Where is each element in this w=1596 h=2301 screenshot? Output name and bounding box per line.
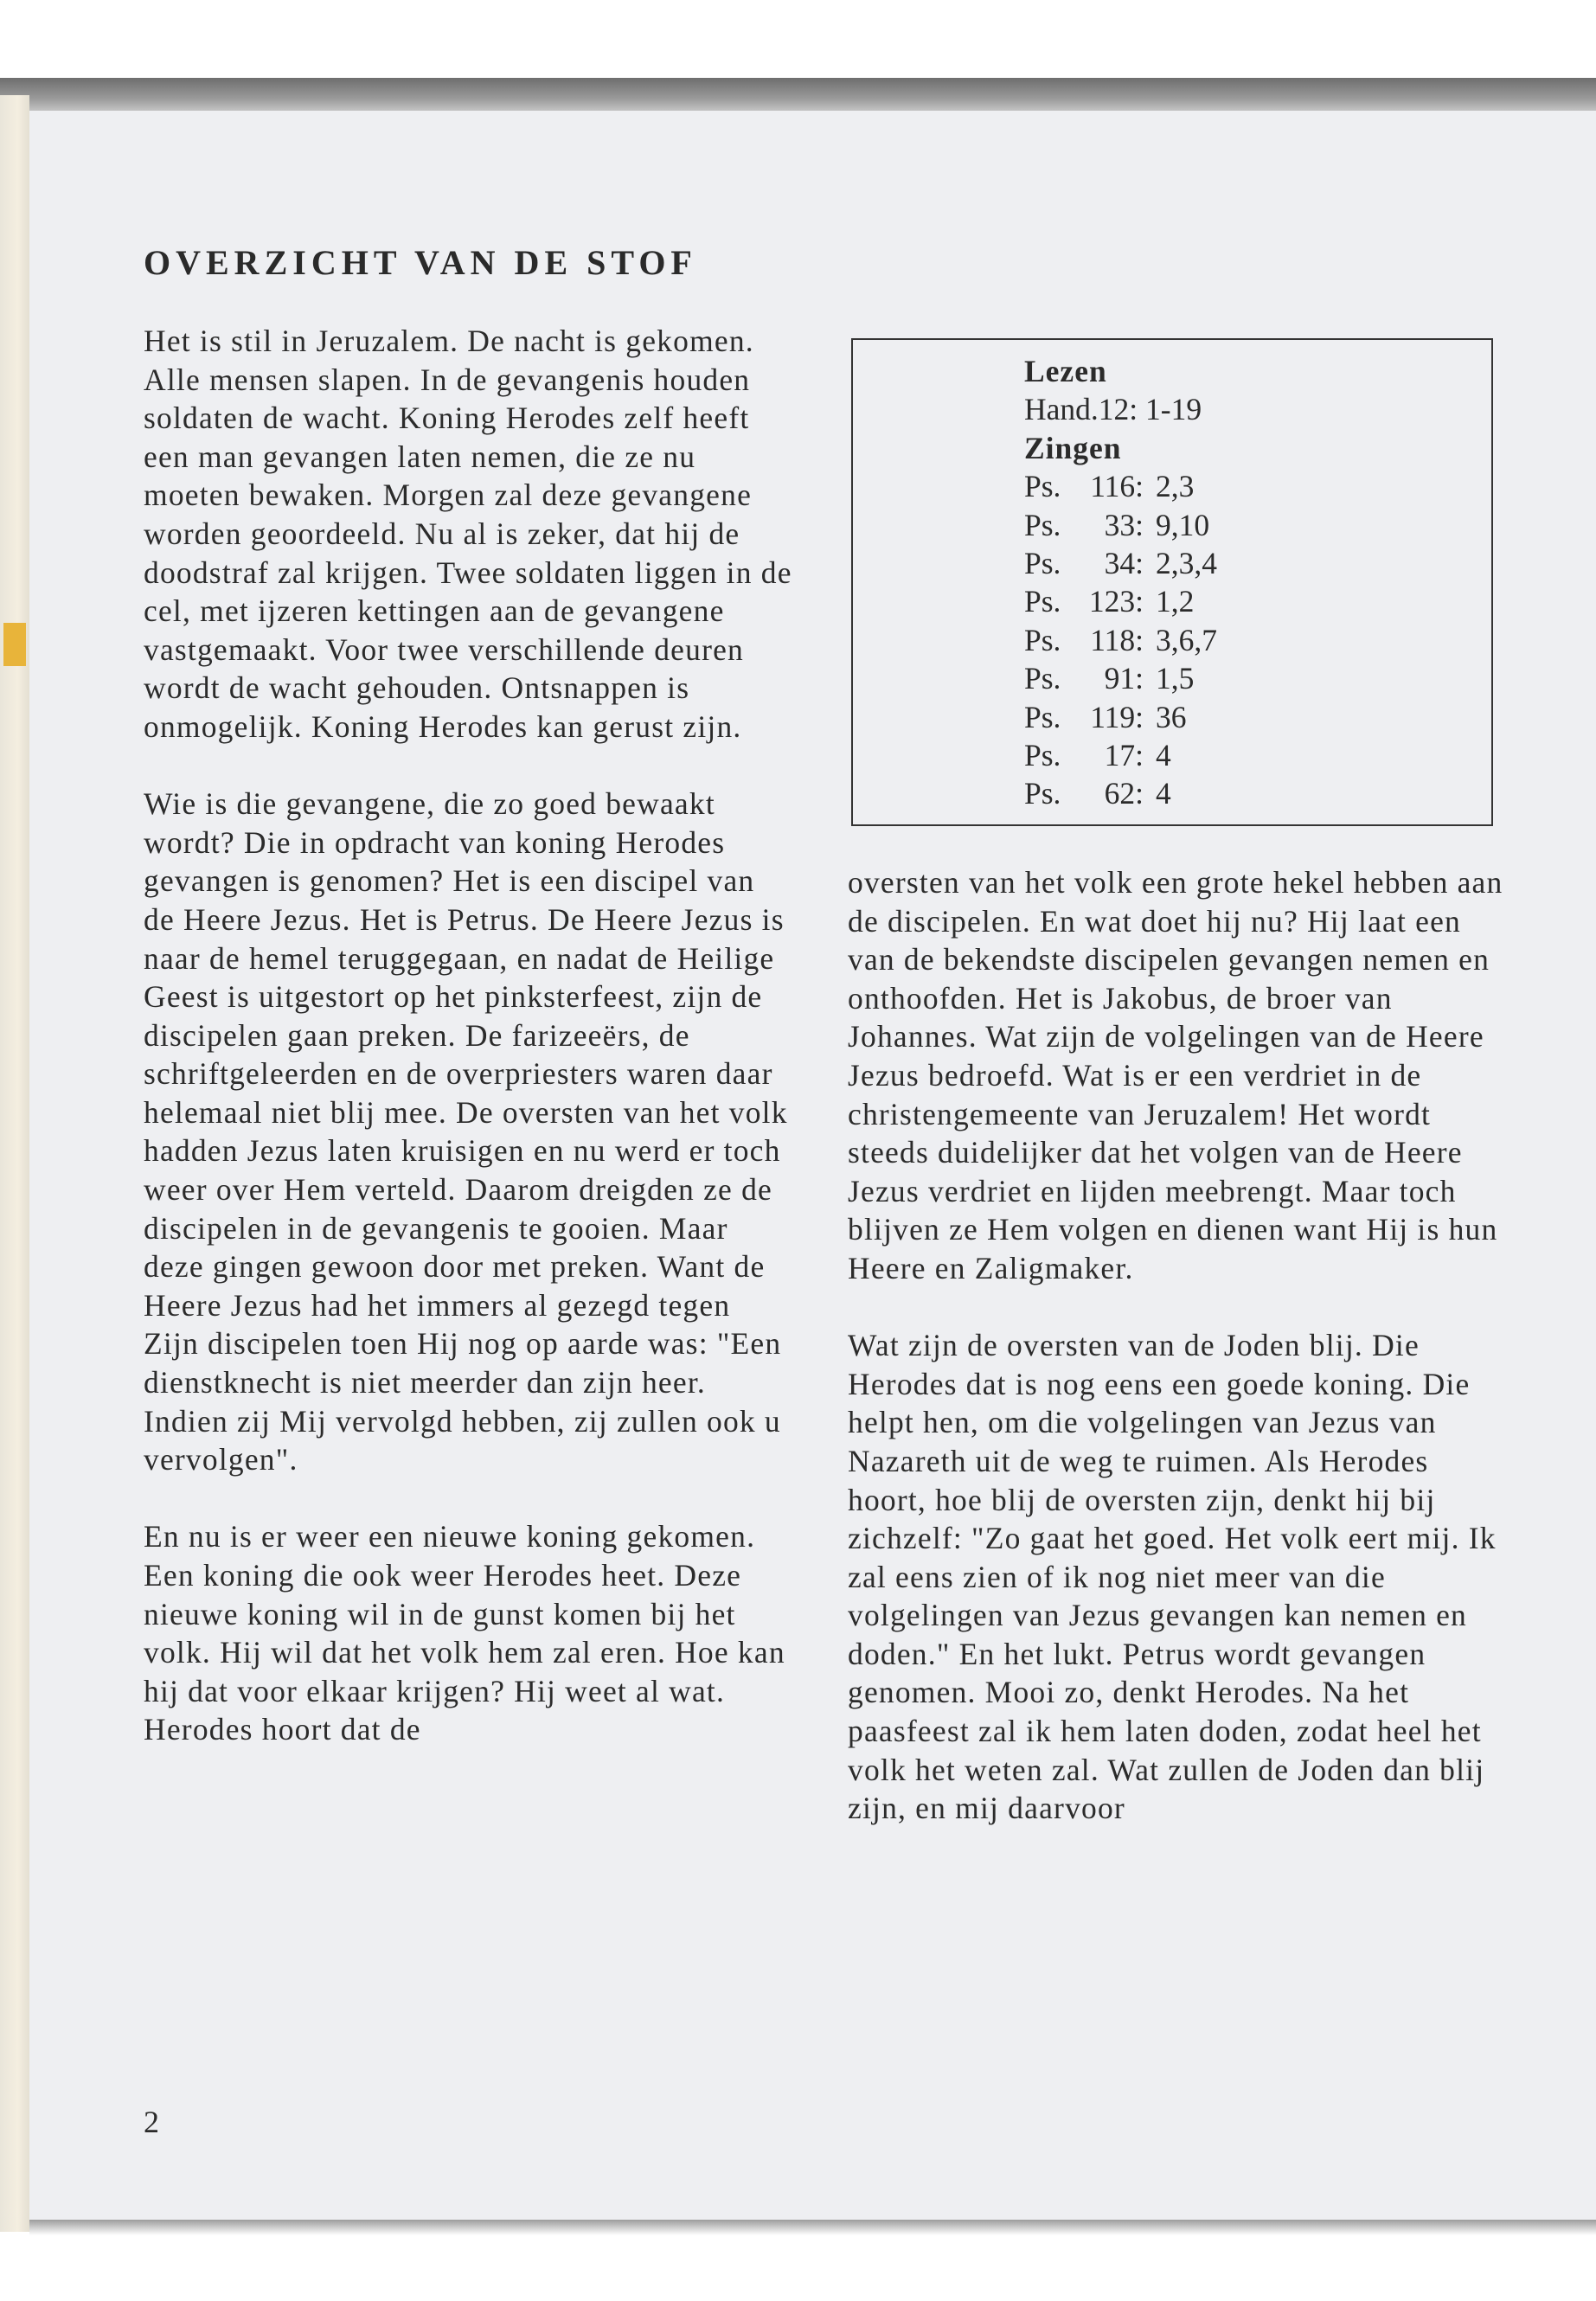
paragraph: Wie is die gevangene, die zo goed bewaakt wordt? Die in opdracht van koning Herodes gevangen is genomen? Het is een discipel van de Heere Jezus. Het is Petrus. De Heere Jezus is naar de hemel teruggegaan, en nadat de Heilige Geest is uitgestort op het pinksterfeest, zijn de discipelen gaan preken. De farizeeërs, de schriftgeleerden en de overpriesters waren daar helemaal niet blij mee. De oversten van het volk hadden Jezus laten kruisigen en nu werd er toch weer over Hem verteld. Daarom dreigden ze de discipelen in de gevangenis te gooien. Maar deze gingen gewoon door met preken. Want de Heere Jezus had het immers al gezegd tegen Zijn discipelen toen Hij nog op aarde was: "Een dienstknecht is niet meerder dan zijn heer. Indien zij Mij vervolgd hebben, zij zullen ook u vervolgen". — [144, 786, 788, 1477]
page-tab-marker — [3, 623, 26, 666]
page-bottom-shadow — [29, 2220, 1596, 2235]
psalm-entry: Ps. 118: 3,6,7 — [1024, 622, 1217, 657]
paragraph: En nu is er weer een nieuwe koning gekomen. Een koning die ook weer Herodes heet. Deze nieuwe koning wil in de gunst komen bij het volk. Hij wil dat het volk hem zal eren. Hoe kan hij dat voor elkaar krijgen? Hij weet al wat. Herodes hoort dat de — [144, 1519, 785, 1747]
scan-top-border — [0, 78, 1596, 112]
psalm-entry: Ps. 62: 4 — [1024, 776, 1171, 811]
psalm-entry: Ps. 91: 1,5 — [1024, 661, 1195, 696]
lezen-reference: Hand.12: 1-19 — [1024, 392, 1202, 427]
reading-singing-box — [851, 338, 1493, 826]
psalm-entry: Ps. 17: 4 — [1024, 738, 1171, 773]
lezen-label: Lezen — [1024, 354, 1107, 388]
paragraph: oversten van het volk een grote hekel hebben aan de discipelen. En wat doet hij nu? Hij laat een van de bekendste discipelen gevangen nemen en onthoofden. Het is Jakobus, de broer van Johannes. Wat zijn de volgelingen van de Heere Jezus bedroefd. Wat is er een verdriet in de christengemeente van Jeruzalem! Het wordt steeds duidelijker dat het volgen van de Heere Jezus verdriet en lijden meebrengt. Maar toch blijven ze Hem volgen en dienen want Hij is hun Heere en Zaligmaker. — [848, 865, 1503, 1285]
psalm-entry: Ps. 116: 2,3 — [1024, 469, 1195, 504]
left-text-column — [144, 322, 792, 1788]
psalm-entry: Ps. 119: 36 — [1024, 699, 1187, 734]
psalm-entry: Ps. 33: 9,10 — [1024, 507, 1210, 542]
paragraph: Het is stil in Jeruzalem. De nacht is gekomen. Alle mensen slapen. In de gevangenis houden soldaten de wacht. Koning Herodes zelf heeft een man gevangen laten nemen, die ze nu moeten bewaken. Morgen zal deze gevangene worden geoordeeld. Nu al is zeker, dat hij de doodstraf zal krijgen. Twee soldaten liggen in de cel, met ijzeren kettingen aan de gevangene vastgemaakt. Voor twee verschillende deuren wordt de wacht gehouden. Ontsnappen is onmogelijk. Koning Herodes kan gerust zijn. — [144, 324, 792, 744]
zingen-label: Zingen — [1024, 430, 1122, 465]
page-binding-edge — [0, 95, 29, 2232]
page-heading: OVERZICHT VAN DE STOF — [144, 243, 697, 282]
psalm-entry: Ps. 34: 2,3,4 — [1024, 546, 1217, 581]
right-text-column — [848, 863, 1505, 1866]
psalm-entry: Ps. 123: 1,2 — [1024, 584, 1195, 619]
page-number: 2 — [144, 2105, 159, 2139]
paragraph: Wat zijn de oversten van de Joden blij. Die Herodes dat is nog eens een goede koning. Die helpt hen, om die volgelingen van Jezus van Nazareth uit de weg te ruimen. Als Herodes hoort, hoe blij de oversten zijn, denkt hij bij zichzelf: "Zo gaat het goed. Het volk eert mij. Ik zal eens zien of ik nog niet meer van die volgelingen van Jezus gevangen kan nemen en doden." En het lukt. Petrus wordt gevangen genomen. Mooi zo, denkt Herodes. Na het paasfeest zal ik hem laten doden, zodat heel het volk het weten zal. Wat zullen de Joden dan blij zijn, en mij daarvoor — [848, 1328, 1497, 1826]
